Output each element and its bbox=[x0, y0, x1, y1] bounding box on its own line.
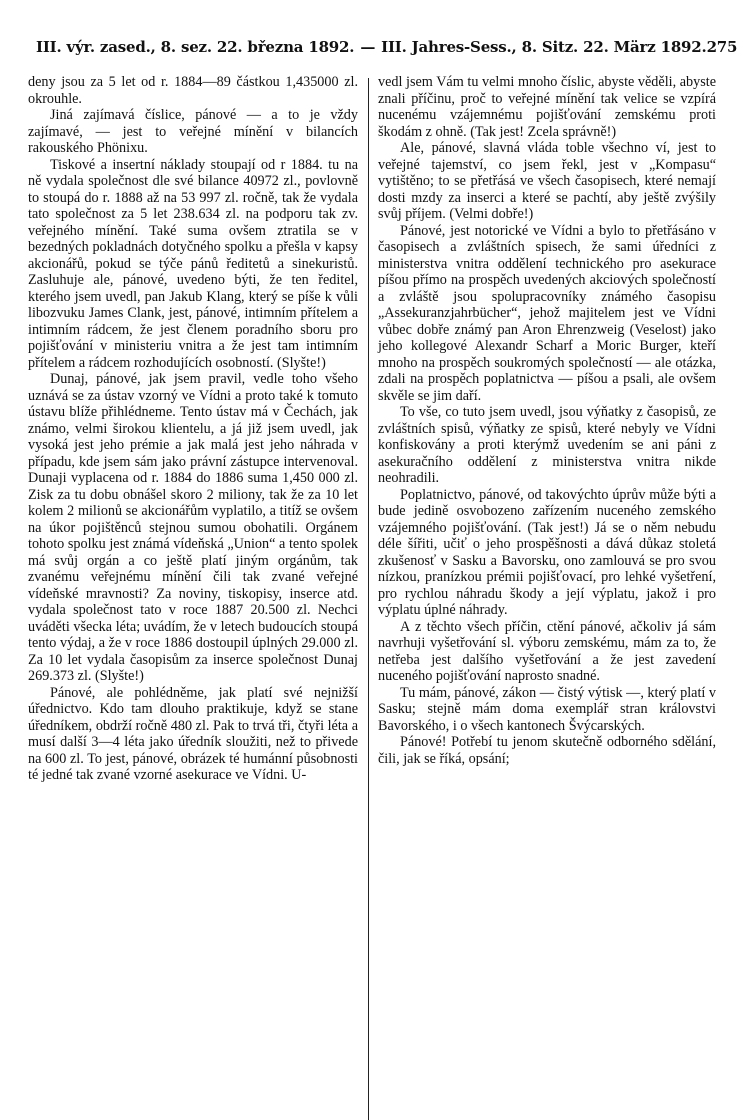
right-paragraph: Tu mám, pánové, zákon — čistý výtisk —, který platí v Sasku; stejně mám doma exemplář stran královstvi Bavorského, i o všech kantonech Švýcarských. bbox=[378, 684, 716, 734]
left-paragraph: Tiskové a insertní náklady stoupají od r 1884. tu na ně vydala společnost dle své bilance 40972 zl., povlovně to stoupá do r. 1888 až na 53 997 zl. ročně, tak že vydala tato společnost za 5 let 238.634 zl. na podporu tak zv. veřejného mínění. Také suma ovšem ztratila se v bezedných pokladnách dotyčného spolku a přešla v kapsy akcionářů, pokud se týče pánů ředitetů a sinekuristů. Zasluhuje ale, pánové, uvedeno býti, že ten ředitel, kterého jsem uvedl, pan Jakub Klang, který se píše k vůli libozvuku James Clank, jest, pánové, intimním přítelem a intimním rádcem, že jest členem poradního sboru pro pojišťování v ministeriu vnitra a že jest tam intimním přítelem a rádcem rozhodujících osobností. (Slyšte!) bbox=[28, 156, 358, 371]
left-paragraph: Dunaj, pánové, jak jsem pravil, vedle toho všeho uznává se za ústav vzorný ve Vídni a proto také k tomuto ústavu blíže přihlédneme. Tento ústav má v Čechách, jak známo, velmi širokou klientelu, a já již jsem uvedl, jak vysoká jest jeho prémie a jak malá jest jeho náhrada v případu, kde jsem sám jako právní zástupce intervenoval. Dunaji vyplacena od r. 1884 do 1886 suma 1,450 000 zl. Zisk za tu dobu obnášel skoro 2 miliony, tak že za 10 let kolem 2 milionů se akcionářům vyplatilo, a titíž se ovšem na úkor pojištěnců stejnou sumou obohatili. Orgánem tohoto spolku jest známá vídeňská „Union“ a tento spolek má svůj orgán a co ještě platí jiným orgánům, tak zvanému veřejnému mínění čili tak zvané veřejné vídeňské mravnosti? Za noviny, tiskopisy, inserce atd. vydala společnost tato v roce 1887 20.500 zl. Nechci uváděti všecka léta; uvádím, že v letech budoucích stoupá tento výdaj, a že v roce 1886 dostoupil úplných 29.000 zl. Za 10 let vydala časopisům za inserce společnost Dunaj 269.373 zl. (Slyšte!) bbox=[28, 371, 358, 684]
right-paragraph: Poplatnictvo, pánové, od takovýchto úprův může býti a bude jedině osvobozeno zařízením nuceného zemského vzájemného pojišťování. (Tak jest!) Já se o něm nebudu déle šířiti, učiť o jeho prospěšnosti a dává důkaz stoletá zkušenosť v Sasku a Bavorsku, ono zamlouvá se pro svou nízkou, pranízkou prémii pojišťovací, pro lehké vyšetření, pro rychlou náhradu škody a její výplatu, jakož i pro výplatu úplné náhrady. bbox=[378, 486, 716, 618]
header-german: III. Jahres-Sess., 8. Sitz. 22. März 1892. bbox=[381, 38, 707, 56]
right-paragraph: To vše, co tuto jsem uvedl, jsou výňatky z časopisů, ze zvláštních spisů, výňatky ze spisů, které nebyly ve Vídni konfiskovány a proti kterýmž uvedením se ani páni z asekuračního oddělení z ministerstva vnitra nikde neohradili. bbox=[378, 404, 716, 486]
left-column bbox=[28, 74, 358, 784]
right-paragraph: Pánové, jest notorické ve Vídni a bylo to přetřásáno v časopisech a zvláštních spisech, že sami úředníci z ministerstva vnitra oddělení technického pro asekurace píšou přímo na prospěch uvedených akciových společností a zvláště jsou spolupracovníky známého časopisu „Assekuranzjahrbücher“, jehož majitelem jest ve Vídni vůbec dobře známý pan Aron Ehrenzweig (Veselost) jako jeho kollegové Alexandr Scharf a Moric Burger, kteří mnoho na prospěch soukromých společností — ale otázka, zdali na prospěch poplatnictva — píšou a psali, ale ovšem skvěle se jim daří. bbox=[378, 222, 716, 404]
page-number: 275 bbox=[706, 38, 738, 56]
right-column bbox=[378, 74, 716, 784]
right-paragraph: Pánové! Potřebí tu jenom skutečně odborného sdělání, čili, jak se říká, opsání; bbox=[378, 734, 716, 767]
left-paragraph: deny jsou za 5 let od r. 1884—89 částkou 1,435000 zl. okrouhle. bbox=[28, 74, 358, 107]
left-paragraph: Jiná zajímavá číslice, pánové — a to je vždy zajímavé, — jest to veřejné mínění v bilancích rakouského Phönixu. bbox=[28, 107, 358, 156]
right-paragraph: vedl jsem Vám tu velmi mnoho číslic, abyste věděli, abyste znali příčinu, proč to veřejné mínění tak velice se vzpírá nucenému vzájemnému pojišťování zemskému proti škodám z ohně. (Tak jest! Zcela správně!) bbox=[378, 74, 716, 140]
right-paragraph: Ale, pánové, slavná vláda toble všechno ví, jest to veřejné tajemství, co jsem řekl, jest v „Kompasu“ vytištěno; to se přetřásá ve všech časopisech, které nemají dosti mzdy za inserci a které se pachtí, aby ještě zvýšily svůj příjem. (Velmi dobře!) bbox=[378, 140, 716, 222]
header-dash: — bbox=[360, 38, 376, 56]
right-paragraph: A z těchto všech příčin, ctění pánové, ačkoliv já sám navrhuji vyšetřování sl. výboru zemskému, mám za to, že netřeba jest dalšího vyšetřování a že jest zavedení nuceného pojišťování naprosto snadné. bbox=[378, 618, 716, 684]
running-header bbox=[28, 38, 738, 56]
header-czech: III. výr. zased., 8. sez. 22. března 1892. bbox=[36, 38, 355, 56]
text-columns bbox=[28, 74, 726, 784]
column-divider bbox=[368, 78, 369, 1120]
left-paragraph: Pánové, ale pohlédněme, jak platí své nejnižší úřednictvo. Kdo tam dlouho praktikuje, když se stane úředníkem, obdrží ročně 480 zl. Pak to trvá tři, čtyři léta a musí další 3—4 léta jako úředník sloužiti, než to přivede na 600 zl. To jest, pánové, obrázek té humánní působnosti té jedné tak zvané vzorné asekurace ve Vídni. U- bbox=[28, 684, 358, 783]
